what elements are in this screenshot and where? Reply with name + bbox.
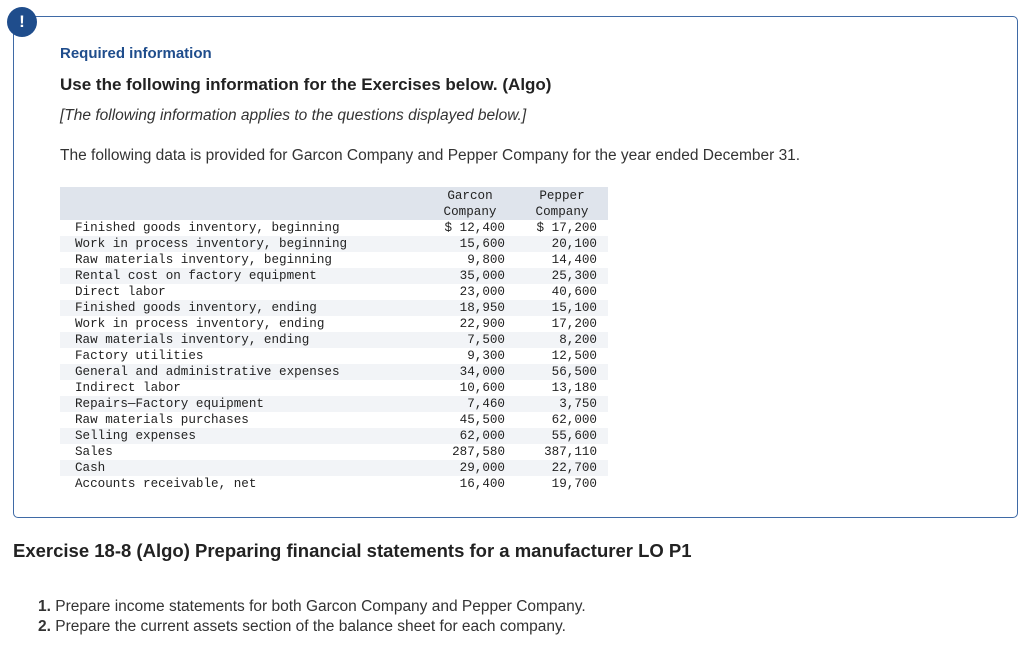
garcon-column-header [424,187,516,220]
pepper-value: 25,300 [516,268,608,284]
row-label: Raw materials purchases [75,413,249,427]
task-list [38,597,586,637]
row-label: Cash [60,460,424,476]
task-item [38,597,586,617]
row-label: Repairs—Factory equipment [60,396,424,412]
garcon-header-line2: Company [443,205,497,219]
intro-text: The following data is provided for Garcon Company and Pepper Company for the year ended December 31. [60,147,801,164]
garcon-value: 7,460 [424,396,516,412]
garcon-value: 45,500 [459,413,505,427]
row-label: Indirect labor [75,381,181,395]
table-row [60,380,608,396]
pepper-value: 8,200 [516,332,608,348]
garcon-value: 22,900 [459,317,505,331]
garcon-value: $ 12,400 [444,221,505,235]
pepper-value: 3,750 [516,396,608,412]
table-body [60,220,608,492]
pepper-value: 22,700 [516,460,608,476]
row-label: Rental cost on factory equipment [60,268,424,284]
exercise-title: Exercise 18-8 (Algo) Preparing financial statements for a manufacturer LO P1 [13,540,692,561]
row-label: Work in process inventory, beginning [60,236,424,252]
task-text: Prepare the current assets section of the balance sheet for each company. [55,618,566,635]
pepper-column-header [516,187,608,220]
required-information-title: Required information [60,45,212,62]
pepper-value: 62,000 [551,413,597,427]
table-row [60,348,608,364]
row-label: General and administrative expenses [60,364,424,380]
required-information-panel [13,16,1018,518]
row-label: Finished goods inventory, ending [60,300,424,316]
applies-note: [The following information applies to the questions displayed below.] [60,107,527,124]
row-label: Raw materials inventory, ending [60,332,424,348]
garcon-value: 23,000 [459,285,505,299]
pepper-value: $ 17,200 [536,221,597,235]
garcon-value: 29,000 [424,460,516,476]
table-row [60,364,608,380]
table-row [60,284,608,300]
table-row [60,332,608,348]
garcon-value: 18,950 [424,300,516,316]
task-text: Prepare income statements for both Garcon Company and Pepper Company. [55,598,586,615]
company-data-table [60,187,608,492]
row-label: Factory utilities [75,349,204,363]
garcon-value: 9,300 [467,349,505,363]
table-row [60,412,608,428]
garcon-value: 62,000 [424,428,516,444]
garcon-value: 7,500 [424,332,516,348]
row-label: Accounts receivable, net [75,477,257,491]
pepper-value: 387,110 [544,445,597,459]
pepper-value: 20,100 [516,236,608,252]
task-number: 2. [38,618,51,635]
pepper-value: 12,500 [551,349,597,363]
alert-icon: ! [7,7,37,37]
pepper-header-line2: Company [535,205,589,219]
table-row [60,396,608,412]
garcon-value: 287,580 [452,445,505,459]
task-number: 1. [38,598,51,615]
table-row [60,300,608,316]
row-label: Sales [75,445,113,459]
table-header-row [60,187,608,220]
table-row [60,444,608,460]
pepper-value: 15,100 [516,300,608,316]
row-label: Finished goods inventory, beginning [75,221,340,235]
task-item [38,617,586,637]
pepper-value: 40,600 [551,285,597,299]
garcon-value: 16,400 [459,477,505,491]
pepper-header-line1: Pepper [539,189,585,203]
garcon-value: 9,800 [467,253,505,267]
pepper-value: 17,200 [551,317,597,331]
pepper-value: 19,700 [551,477,597,491]
pepper-value: 14,400 [551,253,597,267]
table-row [60,220,608,236]
row-label: Work in process inventory, ending [75,317,325,331]
garcon-value: 15,600 [424,236,516,252]
pepper-value: 56,500 [516,364,608,380]
garcon-value: 34,000 [424,364,516,380]
table-row [60,252,608,268]
garcon-header-line1: Garcon [447,189,493,203]
label-column-header [60,187,424,220]
table-row [60,268,608,284]
table-row [60,316,608,332]
pepper-value: 55,600 [516,428,608,444]
use-information-title: Use the following information for the Exercises below. (Algo) [60,75,552,94]
row-label: Direct labor [75,285,166,299]
table-row [60,460,608,476]
row-label: Selling expenses [60,428,424,444]
table-row [60,236,608,252]
table-row [60,428,608,444]
garcon-value: 35,000 [424,268,516,284]
garcon-value: 10,600 [459,381,505,395]
table-row [60,476,608,492]
row-label: Raw materials inventory, beginning [75,253,332,267]
pepper-value: 13,180 [551,381,597,395]
